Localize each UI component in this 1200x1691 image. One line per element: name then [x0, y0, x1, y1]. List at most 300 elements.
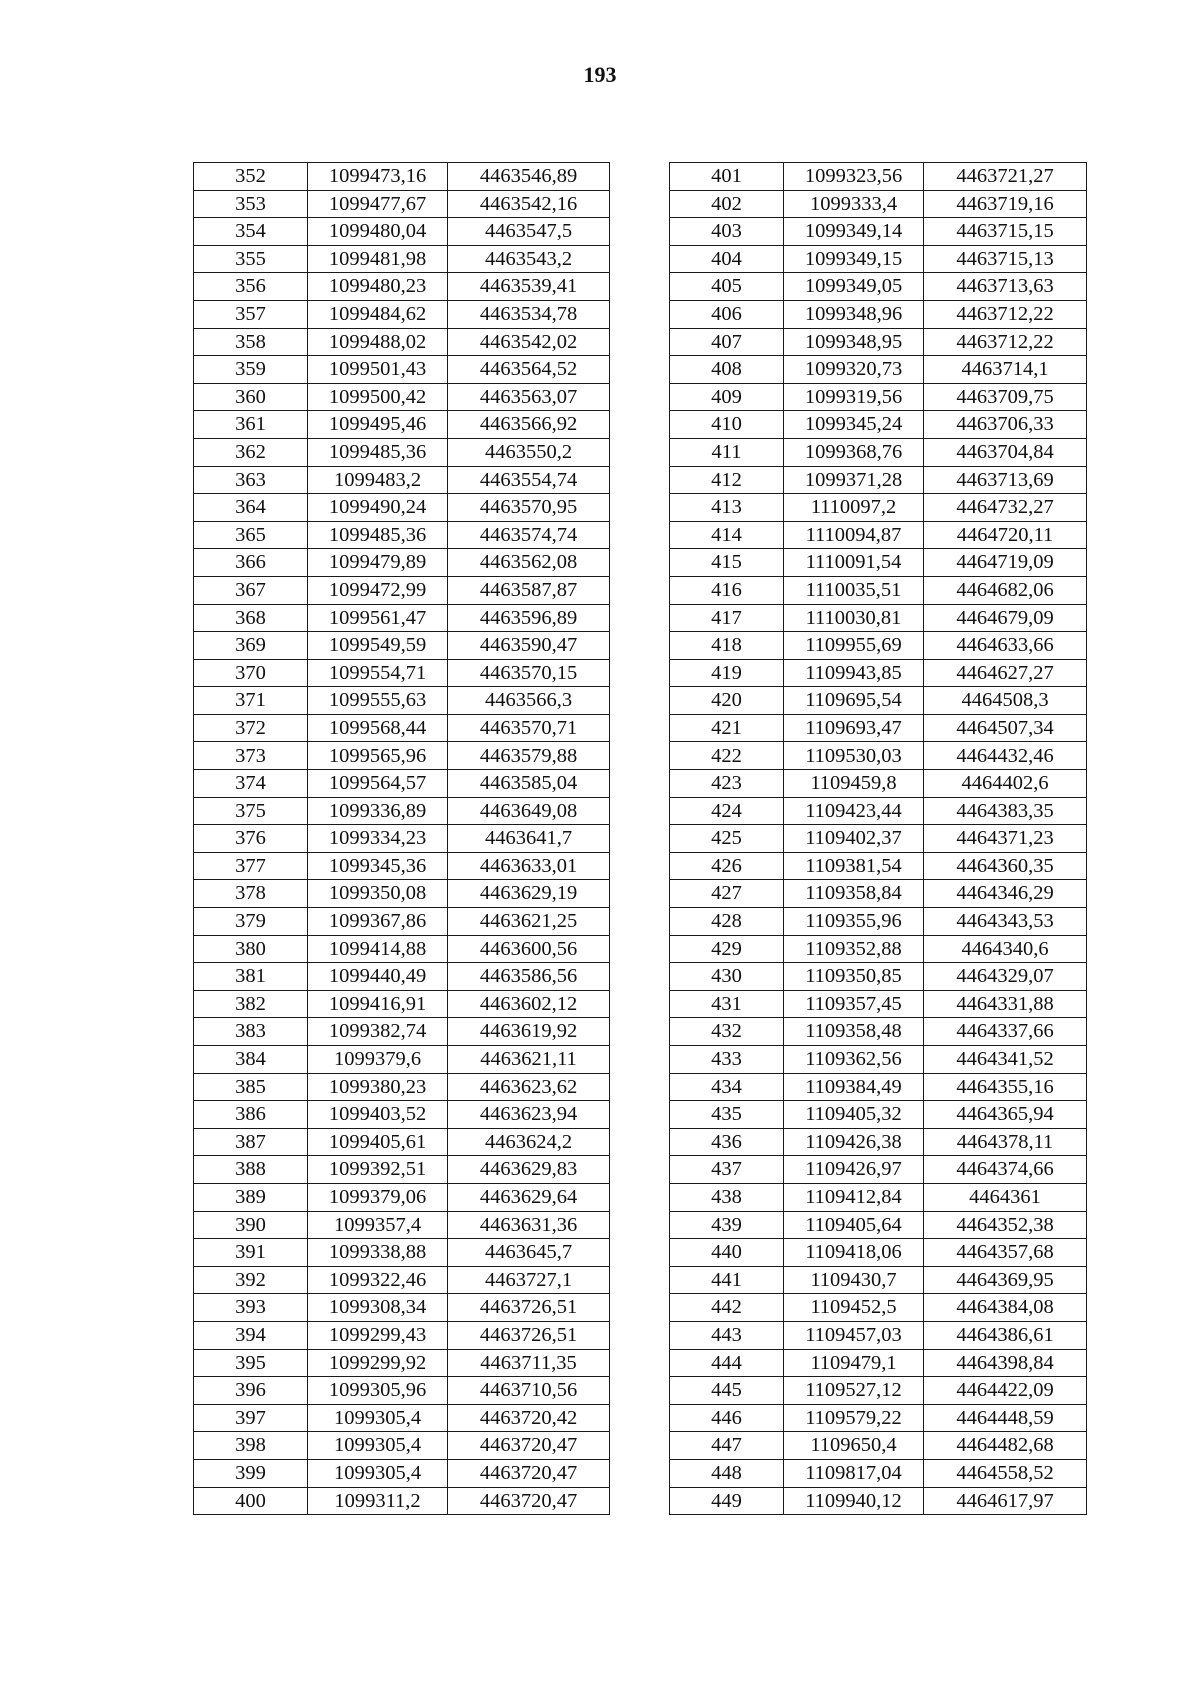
table-row	[670, 990, 1087, 1018]
table-row	[670, 245, 1087, 273]
y-coordinate-cell: 4463645,7	[448, 1239, 610, 1267]
x-coordinate-cell: 1109940,12	[784, 1487, 924, 1515]
point-number-cell: 365	[194, 521, 308, 549]
point-number-cell: 436	[670, 1128, 784, 1156]
table-row	[194, 163, 610, 191]
point-number-cell: 400	[194, 1487, 308, 1515]
point-number-cell: 447	[670, 1432, 784, 1460]
x-coordinate-cell: 1109693,47	[784, 714, 924, 742]
y-coordinate-cell: 4463726,51	[448, 1294, 610, 1322]
y-coordinate-cell: 4463550,2	[448, 438, 610, 466]
point-number-cell: 410	[670, 411, 784, 439]
y-coordinate-cell: 4464329,07	[924, 963, 1087, 991]
x-coordinate-cell: 1109362,56	[784, 1046, 924, 1074]
point-number-cell: 442	[670, 1294, 784, 1322]
y-coordinate-cell: 4464384,08	[924, 1294, 1087, 1322]
point-number-cell: 362	[194, 438, 308, 466]
table-row	[194, 1018, 610, 1046]
x-coordinate-cell: 1099484,62	[308, 300, 448, 328]
y-coordinate-cell: 4463585,04	[448, 770, 610, 798]
x-coordinate-cell: 1099345,36	[308, 852, 448, 880]
y-coordinate-cell: 4463570,95	[448, 494, 610, 522]
table-row	[194, 383, 610, 411]
table-row	[670, 1211, 1087, 1239]
y-coordinate-cell: 4464682,06	[924, 576, 1087, 604]
point-number-cell: 432	[670, 1018, 784, 1046]
x-coordinate-cell: 1099477,67	[308, 190, 448, 218]
y-coordinate-cell: 4463712,22	[924, 300, 1087, 328]
x-coordinate-cell: 1109817,04	[784, 1459, 924, 1487]
point-number-cell: 355	[194, 245, 308, 273]
x-coordinate-cell: 1099349,05	[784, 273, 924, 301]
y-coordinate-cell: 4464346,29	[924, 880, 1087, 908]
x-coordinate-cell: 1099348,96	[784, 300, 924, 328]
point-number-cell: 386	[194, 1101, 308, 1129]
point-number-cell: 414	[670, 521, 784, 549]
table-row	[194, 1073, 610, 1101]
y-coordinate-cell: 4463713,63	[924, 273, 1087, 301]
x-coordinate-cell: 1099323,56	[784, 163, 924, 191]
y-coordinate-cell: 4463539,41	[448, 273, 610, 301]
table-row	[194, 521, 610, 549]
x-coordinate-cell: 1099392,51	[308, 1156, 448, 1184]
point-number-cell: 354	[194, 218, 308, 246]
x-coordinate-cell: 1099549,59	[308, 632, 448, 660]
table-row	[670, 1046, 1087, 1074]
y-coordinate-cell: 4464378,11	[924, 1128, 1087, 1156]
table-row	[194, 494, 610, 522]
point-number-cell: 396	[194, 1377, 308, 1405]
point-number-cell: 405	[670, 273, 784, 301]
y-coordinate-cell: 4464679,09	[924, 604, 1087, 632]
y-coordinate-cell: 4463641,7	[448, 825, 610, 853]
table-row	[670, 1128, 1087, 1156]
point-number-cell: 426	[670, 852, 784, 880]
x-coordinate-cell: 1099350,08	[308, 880, 448, 908]
y-coordinate-cell: 4464422,09	[924, 1377, 1087, 1405]
point-number-cell: 361	[194, 411, 308, 439]
table-row	[670, 687, 1087, 715]
point-number-cell: 444	[670, 1349, 784, 1377]
x-coordinate-cell: 1109943,85	[784, 659, 924, 687]
y-coordinate-cell: 4464732,27	[924, 494, 1087, 522]
y-coordinate-cell: 4464365,94	[924, 1101, 1087, 1129]
y-coordinate-cell: 4463547,5	[448, 218, 610, 246]
y-coordinate-cell: 4463542,16	[448, 190, 610, 218]
point-number-cell: 381	[194, 963, 308, 991]
table-row	[670, 1183, 1087, 1211]
table-row	[194, 273, 610, 301]
point-number-cell: 371	[194, 687, 308, 715]
x-coordinate-cell: 1099554,71	[308, 659, 448, 687]
x-coordinate-cell: 1099481,98	[308, 245, 448, 273]
point-number-cell: 423	[670, 770, 784, 798]
y-coordinate-cell: 4463719,16	[924, 190, 1087, 218]
coordinates-table-left	[193, 162, 610, 1515]
point-number-cell: 366	[194, 549, 308, 577]
table-row	[194, 1321, 610, 1349]
table-row	[194, 908, 610, 936]
x-coordinate-cell: 1099334,23	[308, 825, 448, 853]
y-coordinate-cell: 4464357,68	[924, 1239, 1087, 1267]
y-coordinate-cell: 4464355,16	[924, 1073, 1087, 1101]
table-row	[194, 245, 610, 273]
x-coordinate-cell: 1109695,54	[784, 687, 924, 715]
point-number-cell: 374	[194, 770, 308, 798]
y-coordinate-cell: 4463587,87	[448, 576, 610, 604]
y-coordinate-cell: 4463713,69	[924, 466, 1087, 494]
point-number-cell: 388	[194, 1156, 308, 1184]
table-row	[670, 190, 1087, 218]
table-row	[194, 1101, 610, 1129]
point-number-cell: 376	[194, 825, 308, 853]
table-row	[670, 1321, 1087, 1349]
x-coordinate-cell: 1099382,74	[308, 1018, 448, 1046]
y-coordinate-cell: 4463602,12	[448, 990, 610, 1018]
y-coordinate-cell: 4463534,78	[448, 300, 610, 328]
point-number-cell: 389	[194, 1183, 308, 1211]
x-coordinate-cell: 1099483,2	[308, 466, 448, 494]
point-number-cell: 441	[670, 1266, 784, 1294]
point-number-cell: 378	[194, 880, 308, 908]
y-coordinate-cell: 4464331,88	[924, 990, 1087, 1018]
x-coordinate-cell: 1099479,89	[308, 549, 448, 577]
table-row	[670, 714, 1087, 742]
point-number-cell: 379	[194, 908, 308, 936]
table-row	[670, 356, 1087, 384]
table-row	[194, 218, 610, 246]
point-number-cell: 382	[194, 990, 308, 1018]
x-coordinate-cell: 1099299,92	[308, 1349, 448, 1377]
point-number-cell: 434	[670, 1073, 784, 1101]
y-coordinate-cell: 4463710,56	[448, 1377, 610, 1405]
y-coordinate-cell: 4464352,38	[924, 1211, 1087, 1239]
y-coordinate-cell: 4463596,89	[448, 604, 610, 632]
y-coordinate-cell: 4464508,3	[924, 687, 1087, 715]
y-coordinate-cell: 4463623,62	[448, 1073, 610, 1101]
table-row	[194, 632, 610, 660]
y-coordinate-cell: 4464432,46	[924, 742, 1087, 770]
x-coordinate-cell: 1109358,48	[784, 1018, 924, 1046]
x-coordinate-cell: 1099368,76	[784, 438, 924, 466]
point-number-cell: 391	[194, 1239, 308, 1267]
y-coordinate-cell: 4463715,15	[924, 218, 1087, 246]
y-coordinate-cell: 4463621,25	[448, 908, 610, 936]
table-row	[670, 880, 1087, 908]
y-coordinate-cell: 4463590,47	[448, 632, 610, 660]
y-coordinate-cell: 4463704,84	[924, 438, 1087, 466]
y-coordinate-cell: 4463649,08	[448, 797, 610, 825]
y-coordinate-cell: 4463623,94	[448, 1101, 610, 1129]
table-row	[194, 328, 610, 356]
table-row	[194, 1046, 610, 1074]
x-coordinate-cell: 1099322,46	[308, 1266, 448, 1294]
x-coordinate-cell: 1099490,24	[308, 494, 448, 522]
y-coordinate-cell: 4464558,52	[924, 1459, 1087, 1487]
y-coordinate-cell: 4464341,52	[924, 1046, 1087, 1074]
x-coordinate-cell: 1099299,43	[308, 1321, 448, 1349]
point-number-cell: 420	[670, 687, 784, 715]
y-coordinate-cell: 4463726,51	[448, 1321, 610, 1349]
x-coordinate-cell: 1099371,28	[784, 466, 924, 494]
y-coordinate-cell: 4463554,74	[448, 466, 610, 494]
point-number-cell: 399	[194, 1459, 308, 1487]
y-coordinate-cell: 4463727,1	[448, 1266, 610, 1294]
point-number-cell: 438	[670, 1183, 784, 1211]
x-coordinate-cell: 1099440,49	[308, 963, 448, 991]
table-row	[670, 1487, 1087, 1515]
point-number-cell: 397	[194, 1404, 308, 1432]
y-coordinate-cell: 4464398,84	[924, 1349, 1087, 1377]
table-row	[194, 1377, 610, 1405]
table-row	[194, 659, 610, 687]
x-coordinate-cell: 1109459,8	[784, 770, 924, 798]
x-coordinate-cell: 1099349,15	[784, 245, 924, 273]
y-coordinate-cell: 4463579,88	[448, 742, 610, 770]
x-coordinate-cell: 1109955,69	[784, 632, 924, 660]
x-coordinate-cell: 1109357,45	[784, 990, 924, 1018]
x-coordinate-cell: 1109405,32	[784, 1101, 924, 1129]
y-coordinate-cell: 4464627,27	[924, 659, 1087, 687]
point-number-cell: 416	[670, 576, 784, 604]
y-coordinate-cell: 4463720,47	[448, 1432, 610, 1460]
x-coordinate-cell: 1099357,4	[308, 1211, 448, 1239]
table-row	[670, 494, 1087, 522]
table-row	[670, 963, 1087, 991]
x-coordinate-cell: 1099319,56	[784, 383, 924, 411]
point-number-cell: 409	[670, 383, 784, 411]
table-row	[670, 549, 1087, 577]
x-coordinate-cell: 1099345,24	[784, 411, 924, 439]
x-coordinate-cell: 1110035,51	[784, 576, 924, 604]
y-coordinate-cell: 4463709,75	[924, 383, 1087, 411]
table-row	[194, 1432, 610, 1460]
point-number-cell: 411	[670, 438, 784, 466]
table-row	[670, 273, 1087, 301]
table-row	[670, 1073, 1087, 1101]
table-row	[194, 300, 610, 328]
table-row	[194, 1183, 610, 1211]
x-coordinate-cell: 1099495,46	[308, 411, 448, 439]
x-coordinate-cell: 1099485,36	[308, 438, 448, 466]
x-coordinate-cell: 1109530,03	[784, 742, 924, 770]
table-row	[194, 935, 610, 963]
y-coordinate-cell: 4463711,35	[448, 1349, 610, 1377]
table-row	[670, 1266, 1087, 1294]
x-coordinate-cell: 1099305,96	[308, 1377, 448, 1405]
point-number-cell: 422	[670, 742, 784, 770]
point-number-cell: 404	[670, 245, 784, 273]
point-number-cell: 430	[670, 963, 784, 991]
x-coordinate-cell: 1109452,5	[784, 1294, 924, 1322]
x-coordinate-cell: 1109423,44	[784, 797, 924, 825]
y-coordinate-cell: 4463600,56	[448, 935, 610, 963]
point-number-cell: 443	[670, 1321, 784, 1349]
y-coordinate-cell: 4463715,13	[924, 245, 1087, 273]
x-coordinate-cell: 1099403,52	[308, 1101, 448, 1129]
table-row	[194, 356, 610, 384]
y-coordinate-cell: 4464507,34	[924, 714, 1087, 742]
point-number-cell: 394	[194, 1321, 308, 1349]
x-coordinate-cell: 1099305,4	[308, 1432, 448, 1460]
y-coordinate-cell: 4464402,6	[924, 770, 1087, 798]
x-coordinate-cell: 1109358,84	[784, 880, 924, 908]
point-number-cell: 385	[194, 1073, 308, 1101]
table-row	[670, 1018, 1087, 1046]
x-coordinate-cell: 1109426,97	[784, 1156, 924, 1184]
table-row	[670, 659, 1087, 687]
x-coordinate-cell: 1099416,91	[308, 990, 448, 1018]
x-coordinate-cell: 1099480,04	[308, 218, 448, 246]
y-coordinate-cell: 4463563,07	[448, 383, 610, 411]
y-coordinate-cell: 4464374,66	[924, 1156, 1087, 1184]
table-row	[670, 576, 1087, 604]
x-coordinate-cell: 1109527,12	[784, 1377, 924, 1405]
table-row	[670, 797, 1087, 825]
table-row	[670, 852, 1087, 880]
point-number-cell: 373	[194, 742, 308, 770]
x-coordinate-cell: 1110030,81	[784, 604, 924, 632]
x-coordinate-cell: 1099311,2	[308, 1487, 448, 1515]
point-number-cell: 395	[194, 1349, 308, 1377]
point-number-cell: 406	[670, 300, 784, 328]
y-coordinate-cell: 4463633,01	[448, 852, 610, 880]
table-row	[194, 1128, 610, 1156]
point-number-cell: 380	[194, 935, 308, 963]
point-number-cell: 407	[670, 328, 784, 356]
x-coordinate-cell: 1099336,89	[308, 797, 448, 825]
table-row	[194, 852, 610, 880]
point-number-cell: 364	[194, 494, 308, 522]
point-number-cell: 403	[670, 218, 784, 246]
table-row	[670, 1459, 1087, 1487]
y-coordinate-cell: 4464617,97	[924, 1487, 1087, 1515]
point-number-cell: 392	[194, 1266, 308, 1294]
point-number-cell: 418	[670, 632, 784, 660]
y-coordinate-cell: 4464371,23	[924, 825, 1087, 853]
point-number-cell: 387	[194, 1128, 308, 1156]
point-number-cell: 401	[670, 163, 784, 191]
point-number-cell: 433	[670, 1046, 784, 1074]
table-row	[670, 1239, 1087, 1267]
table-row	[670, 632, 1087, 660]
table-body	[670, 163, 1087, 1515]
point-number-cell: 402	[670, 190, 784, 218]
point-number-cell: 417	[670, 604, 784, 632]
y-coordinate-cell: 4463721,27	[924, 163, 1087, 191]
table-row	[194, 742, 610, 770]
y-coordinate-cell: 4464386,61	[924, 1321, 1087, 1349]
x-coordinate-cell: 1099561,47	[308, 604, 448, 632]
table-row	[194, 466, 610, 494]
table-row	[194, 1404, 610, 1432]
point-number-cell: 448	[670, 1459, 784, 1487]
point-number-cell: 357	[194, 300, 308, 328]
x-coordinate-cell: 1109352,88	[784, 935, 924, 963]
x-coordinate-cell: 1099349,14	[784, 218, 924, 246]
point-number-cell: 369	[194, 632, 308, 660]
y-coordinate-cell: 4463542,02	[448, 328, 610, 356]
table-row	[194, 1211, 610, 1239]
table-row	[670, 163, 1087, 191]
x-coordinate-cell: 1109579,22	[784, 1404, 924, 1432]
point-number-cell: 431	[670, 990, 784, 1018]
y-coordinate-cell: 4464337,66	[924, 1018, 1087, 1046]
point-number-cell: 440	[670, 1239, 784, 1267]
table-row	[194, 576, 610, 604]
y-coordinate-cell: 4463543,2	[448, 245, 610, 273]
y-coordinate-cell: 4463720,47	[448, 1487, 610, 1515]
y-coordinate-cell: 4463720,42	[448, 1404, 610, 1432]
x-coordinate-cell: 1099488,02	[308, 328, 448, 356]
y-coordinate-cell: 4464340,6	[924, 935, 1087, 963]
table-row	[194, 1349, 610, 1377]
y-coordinate-cell: 4464719,09	[924, 549, 1087, 577]
point-number-cell: 356	[194, 273, 308, 301]
y-coordinate-cell: 4464633,66	[924, 632, 1087, 660]
table-row	[194, 190, 610, 218]
point-number-cell: 352	[194, 163, 308, 191]
x-coordinate-cell: 1099305,4	[308, 1404, 448, 1432]
point-number-cell: 398	[194, 1432, 308, 1460]
point-number-cell: 424	[670, 797, 784, 825]
x-coordinate-cell: 1099405,61	[308, 1128, 448, 1156]
table-row	[670, 1349, 1087, 1377]
table-row	[670, 1377, 1087, 1405]
table-row	[194, 604, 610, 632]
x-coordinate-cell: 1099500,42	[308, 383, 448, 411]
table-row	[670, 1294, 1087, 1322]
y-coordinate-cell: 4463619,92	[448, 1018, 610, 1046]
x-coordinate-cell: 1099414,88	[308, 935, 448, 963]
table-row	[670, 411, 1087, 439]
x-coordinate-cell: 1110094,87	[784, 521, 924, 549]
y-coordinate-cell: 4463570,15	[448, 659, 610, 687]
y-coordinate-cell: 4463624,2	[448, 1128, 610, 1156]
x-coordinate-cell: 1099348,95	[784, 328, 924, 356]
table-row	[670, 1432, 1087, 1460]
point-number-cell: 445	[670, 1377, 784, 1405]
x-coordinate-cell: 1109457,03	[784, 1321, 924, 1349]
point-number-cell: 370	[194, 659, 308, 687]
x-coordinate-cell: 1099367,86	[308, 908, 448, 936]
point-number-cell: 360	[194, 383, 308, 411]
y-coordinate-cell: 4463629,83	[448, 1156, 610, 1184]
x-coordinate-cell: 1099320,73	[784, 356, 924, 384]
x-coordinate-cell: 1109381,54	[784, 852, 924, 880]
x-coordinate-cell: 1099555,63	[308, 687, 448, 715]
point-number-cell: 413	[670, 494, 784, 522]
table-row	[194, 1239, 610, 1267]
point-number-cell: 393	[194, 1294, 308, 1322]
x-coordinate-cell: 1109405,64	[784, 1211, 924, 1239]
table-row	[670, 825, 1087, 853]
point-number-cell: 390	[194, 1211, 308, 1239]
point-number-cell: 359	[194, 356, 308, 384]
table-row	[194, 687, 610, 715]
x-coordinate-cell: 1110097,2	[784, 494, 924, 522]
point-number-cell: 429	[670, 935, 784, 963]
x-coordinate-cell: 1099568,44	[308, 714, 448, 742]
x-coordinate-cell: 1109430,7	[784, 1266, 924, 1294]
x-coordinate-cell: 1099472,99	[308, 576, 448, 604]
x-coordinate-cell: 1099565,96	[308, 742, 448, 770]
table-row	[670, 1101, 1087, 1129]
table-row	[670, 604, 1087, 632]
point-number-cell: 419	[670, 659, 784, 687]
x-coordinate-cell: 1099564,57	[308, 770, 448, 798]
point-number-cell: 383	[194, 1018, 308, 1046]
